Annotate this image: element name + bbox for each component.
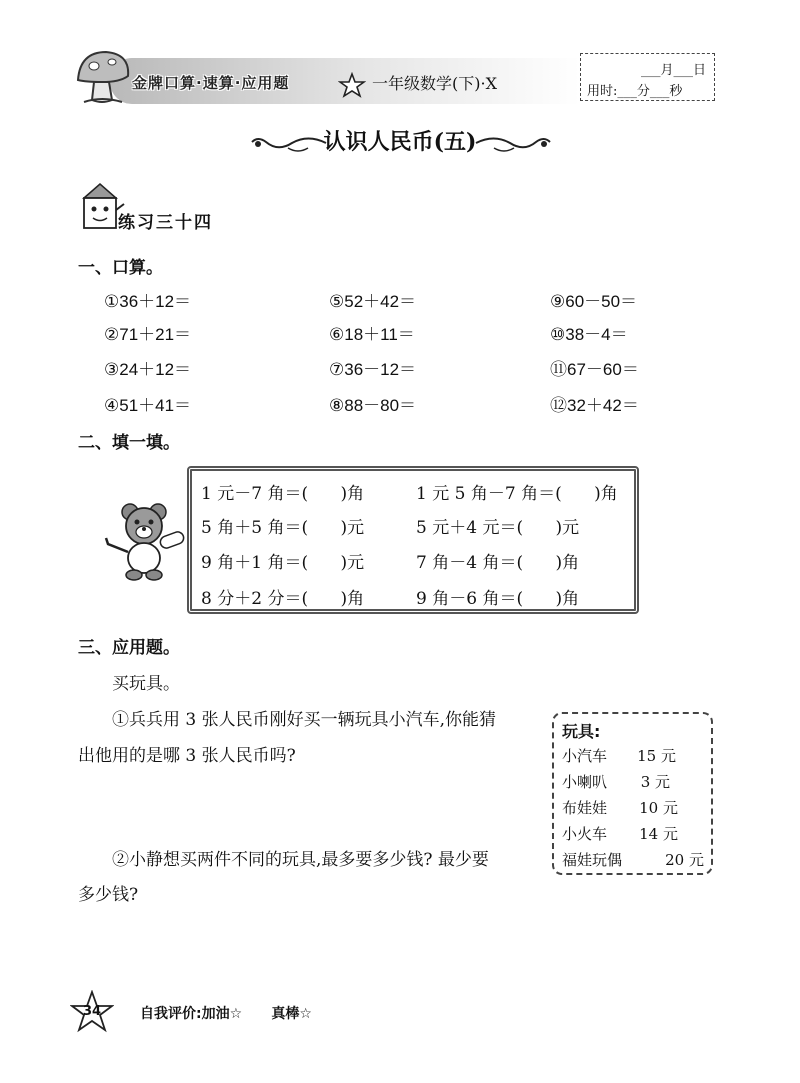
fill-item: 1 元－7 角＝( )角 [201, 484, 365, 504]
question-1-line-1: ①兵兵用 3 张人民币刚好买一辆玩具小汽车,你能猜 [112, 710, 497, 730]
calc-item: ⑨60－50＝ [550, 292, 638, 311]
bear-mascot-icon [102, 498, 188, 582]
calc-item: ⑤52＋42＝ [329, 292, 417, 311]
toy-price: 20 元 [665, 851, 704, 869]
calc-item: ③24＋12＝ [104, 360, 192, 379]
time-line: 用时:___分___秒 [587, 84, 683, 99]
question-2-line-1: ②小静想买两件不同的玩具,最多要多少钱? 最少要 [112, 850, 489, 870]
fill-item: 9 角＋1 角＝( )元 [201, 553, 365, 573]
fill-item: 5 元＋4 元＝( )元 [416, 518, 580, 538]
self-evaluation: 自我评价:加油☆ 真棒☆ [140, 1006, 312, 1022]
section-oral-calc-heading: 一、口算。 [78, 258, 163, 278]
problem-intro: 买玩具。 [112, 674, 180, 694]
calc-item: ⑥18＋11＝ [329, 325, 415, 344]
series-title: 金牌口算·速算·应用题 [132, 74, 290, 92]
page-number: 34 [82, 1004, 102, 1019]
section-word-problem-heading: 三、应用题。 [78, 638, 180, 658]
question-2-line-2: 多少钱? [78, 885, 139, 905]
calc-item: ⑦36－12＝ [329, 360, 417, 379]
section-fill-heading: 二、填一填。 [78, 433, 180, 453]
toy-price: 15 元 [637, 747, 676, 765]
calc-item: ②71＋21＝ [104, 325, 192, 344]
toy-name: 小火车 [562, 825, 608, 843]
toy-price: 3 元 [640, 773, 670, 791]
calc-item: ⑧88－80＝ [329, 396, 417, 415]
toy-price: 10 元 [639, 799, 678, 817]
toy-name: 福娃玩偶 [562, 851, 623, 869]
mushroom-logo-icon [72, 46, 132, 108]
toy-name: 布娃娃 [562, 799, 608, 817]
calc-item: ④51＋41＝ [104, 396, 192, 415]
grade-label: 一年级数学(下)·X [372, 74, 497, 93]
exercise-title: 练习三十四 [118, 213, 213, 233]
date-time-box [580, 53, 715, 101]
toy-price: 14 元 [639, 825, 678, 843]
fill-item: 1 元 5 角－7 角＝( )角 [416, 484, 618, 504]
fill-item: 8 分＋2 分＝( )角 [201, 589, 365, 609]
fill-item: 7 角－4 角＝( )角 [416, 553, 580, 573]
calc-item: ⑩38－4＝ [550, 325, 628, 344]
right-swirl-ornament-icon [474, 130, 554, 156]
calc-item: ⑫32＋42＝ [550, 396, 639, 415]
fill-item: 9 角－6 角＝( )角 [416, 589, 580, 609]
page-title: 认识人民币(五) [323, 129, 477, 155]
calc-item: ①36＋12＝ [104, 292, 192, 311]
question-1-line-2: 出他用的是哪 3 张人民币吗? [78, 746, 296, 766]
toy-name: 小喇叭 [562, 773, 608, 791]
date-line: ___月___日 [640, 63, 706, 78]
fill-item: 5 角＋5 角＝( )元 [201, 518, 365, 538]
calc-item: ⑪67－60＝ [550, 360, 639, 379]
toy-list-title: 玩具: [562, 722, 601, 741]
toy-name: 小汽车 [562, 747, 608, 765]
star-icon [338, 72, 366, 98]
